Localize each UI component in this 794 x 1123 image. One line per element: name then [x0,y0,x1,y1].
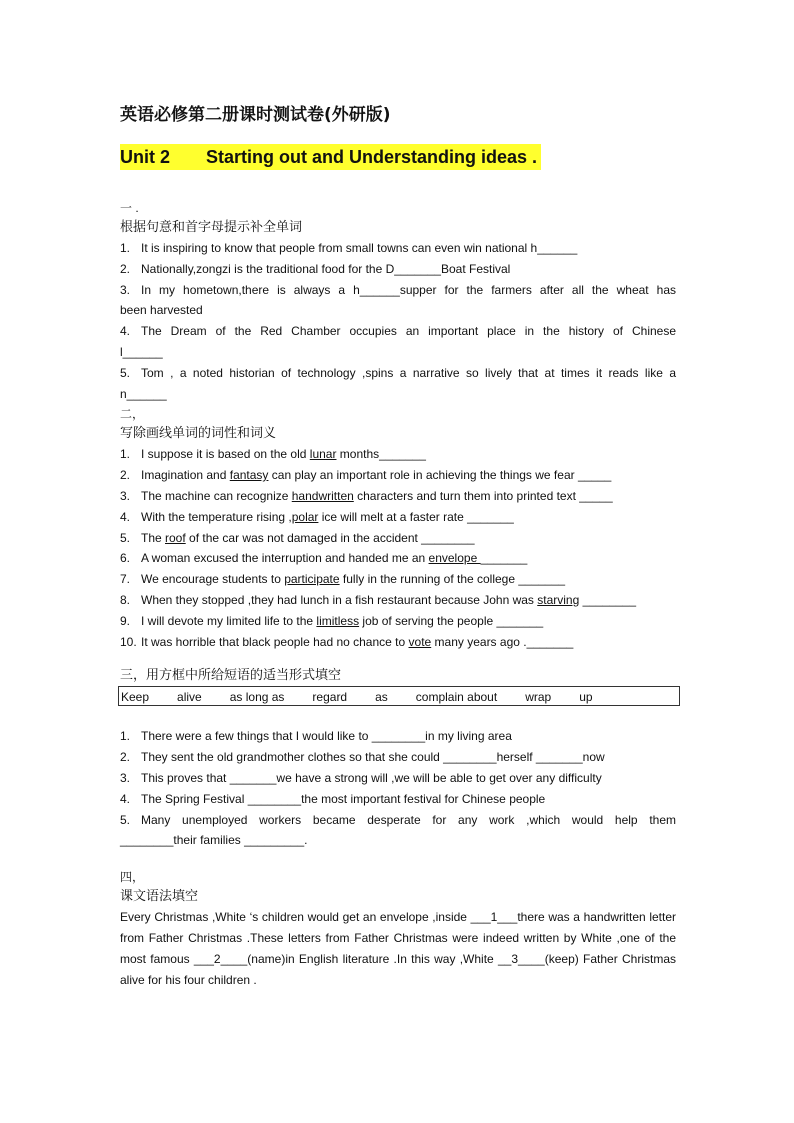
section-4 [120,867,676,990]
question-item: 1. It is inspiring to know that people from small towns can even win national h______ [120,241,578,255]
underlined-word: lunar [309,447,337,462]
question-item: 3. The machine can recognize handwritten characters and turn them into printed text _____ [120,488,613,503]
question-item: 5. Tom , a noted historian of technology ,spins a narrative so lively that at times it reads like a n______ [120,365,676,401]
question-item: 2. They sent the old grandmother clothes so that she could ________herself _______now [120,750,605,765]
question-item: 5. The roof of the car was not damaged in the accident ________ [120,530,475,545]
question-item: 1. There were a few things that I would like to ________in my living area [120,729,512,744]
section-4-number: 四， [120,870,145,885]
question-item: 3. In my hometown,there is always a h______supper for the farmers after all the wheat has been harvested [120,282,676,318]
phrase-box [118,686,680,706]
underlined-word: starving [537,592,580,607]
question-item: 7. We encourage students to participate fully in the running of the college _______ [120,572,566,587]
question-item: 6. A woman excused the interruption and handed me an envelope _______ [120,551,528,566]
underlined-word: envelope [428,551,481,566]
question-item: 4. With the temperature rising ,polar ice will melt at a faster rate _______ [120,509,514,524]
question-item: 1. I suppose it is based on the old lunar months_______ [120,447,426,462]
question-item: 4. The Spring Festival ________the most important festival for Chinese people [120,791,546,806]
underlined-word: handwritten [291,488,354,503]
section-1-instruction: 根据句意和首字母提示补全单词 [120,220,303,235]
underlined-word: participate [284,572,340,587]
section-2 [120,404,676,652]
section-3-heading: 三，用方框中所给短语的适当形式填空 [120,668,342,684]
worksheet-page [120,100,676,990]
section-2-instruction: 写除画线单词的词性和词义 [120,426,277,442]
underlined-word: limitless [316,613,360,628]
section-3 [120,666,676,851]
phrase: alive [177,690,202,705]
phrase: as long as [229,690,285,705]
phrase: regard [312,690,348,705]
unit-heading [120,144,676,174]
underlined-word: vote [408,634,432,649]
section-1-number: 一 . [120,201,139,215]
unit-label: Unit 2 [120,147,171,167]
phrase: complain about [415,690,498,705]
question-item: 2. Imagination and fantasy can play an important role in achieving the things we fear _____ [120,468,612,483]
underlined-word: roof [165,530,186,545]
phrase: as [375,690,388,705]
phrase: Keep [121,690,150,705]
unit-highlight [120,144,541,170]
question-item: 3. This proves that _______we have a strong will ,we will be able to get over any difficulty [120,770,602,785]
question-item: 8. When they stopped ,they had lunch in a fish restaurant because John was starving ________ [120,592,637,607]
question-item: 9. I will devote my limited life to the limitless job of serving the people _______ [120,613,544,628]
question-item: 2. Nationally,zongzi is the traditional food for the D_______Boat Festival [120,261,511,276]
underlined-word: fantasy [229,468,269,483]
section-4-instruction: 课文语法填空 [120,889,199,905]
question-item: 5. Many unemployed workers became desperate for any work ,which would help them ________their families _________. [120,812,676,848]
phrase: wrap [525,690,552,705]
section-2-number: 二， [120,407,145,422]
phrase: up [579,690,593,705]
question-item: 4. The Dream of the Red Chamber occupies an important place in the history of Chinese l______ [120,324,676,359]
underlined-word: polar [291,509,319,524]
unit-topic: Starting out and Understanding ideas . [206,147,538,167]
grammar-paragraph: Every Christmas ,White ‘s children would get an envelope ,inside ___1___there was a handwritten letter from Father Christmas .These letters from Father Christmas were indeed written by White ,one of the most famous ___2____(name)in English literature .In this way ,White __3____(keep) Father Christmas alive for his four children . [120,910,676,987]
section-1 [120,198,676,404]
question-item: 10. It was horrible that black people had no chance to vote many years ago ._______ [120,634,574,649]
page-title: 英语必修第二册课时测试卷(外研版) [120,105,391,125]
